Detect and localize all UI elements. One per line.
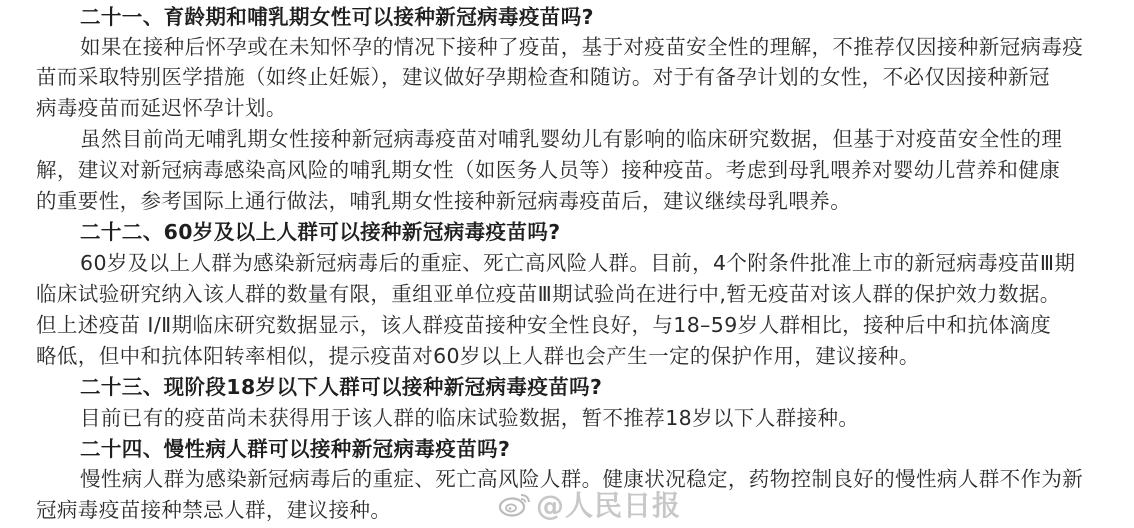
answer-21-line-2: 苗而采取特别医学措施（如终止妊娠），建议做好孕期检查和随访。对于有备孕计划的女性，不必仅因接种新冠 [36, 65, 1050, 89]
answer-21-line-5: 解，建议对新冠病毒感染高风险的哺乳期女性（如医务人员等）接种疫苗。考虑到母乳喂养对婴幼儿营养和健康 [36, 158, 1061, 182]
answer-22-line-1: 60岁及以上人群为感染新冠病毒后的重症、死亡高风险人群。目前，4个附条件批准上市的新冠病毒疫苗Ⅲ期 [80, 251, 1076, 275]
question-24-heading: 二十四、慢性病人群可以接种新冠病毒疫苗吗? [80, 437, 511, 461]
answer-24-line-2: 冠病毒疫苗接种禁忌人群，建议接种。 [36, 498, 392, 522]
answer-22-line-3: 但上述疫苗 Ⅰ/Ⅱ期临床研究数据显示，该人群疫苗接种安全性良好，与18–59岁人群相比，接种后中和抗体滴度 [36, 313, 1052, 337]
answer-21-line-6: 的重要性，参考国际上通行做法，哺乳期女性接种新冠病毒疫苗后，建议继续母乳喂养。 [36, 189, 852, 213]
answer-21-line-1: 如果在接种后怀孕或在未知怀孕的情况下接种了疫苗，基于对疫苗安全性的理解，不推荐仅因接种新冠病毒疫 [80, 35, 1084, 59]
weibo-logo-icon [498, 490, 532, 518]
answer-21-line-4: 虽然目前尚无哺乳期女性接种新冠病毒疫苗对哺乳婴幼儿有影响的临床研究数据，但基于对疫苗安全性的理 [80, 127, 1063, 151]
watermark [498, 486, 681, 522]
answer-21-line-3: 病毒疫苗而延迟怀孕计划。 [36, 96, 287, 120]
answer-22-line-2: 临床试验研究纳入该人群的数量有限，重组亚单位疫苗Ⅲ期试验尚在进行中,暂无疫苗对该人群的保护效力数据。 [36, 282, 1061, 306]
answer-24-line-1: 慢性病人群为感染新冠病毒后的重症、死亡高风险人群。健康状况稳定，药物控制良好的慢性病人群不作为新 [80, 467, 1084, 491]
answer-23-line-1: 目前已有的疫苗尚未获得用于该人群的临床试验数据，暂不推荐18岁以下人群接种。 [80, 406, 860, 430]
question-21-heading: 二十一、育龄期和哺乳期女性可以接种新冠病毒疫苗吗? [80, 5, 594, 29]
question-22-heading: 二十二、60岁及以上人群可以接种新冠病毒疫苗吗? [80, 220, 561, 244]
watermark-text: @人民日报 [536, 489, 682, 522]
answer-22-line-4: 略低，但中和抗体阳转率相似，提示疫苗对60岁以上人群也会产生一定的保护作用，建议接种。 [36, 344, 920, 368]
question-23-heading: 二十三、现阶段18岁以下人群可以接种新冠病毒疫苗吗? [80, 375, 603, 399]
